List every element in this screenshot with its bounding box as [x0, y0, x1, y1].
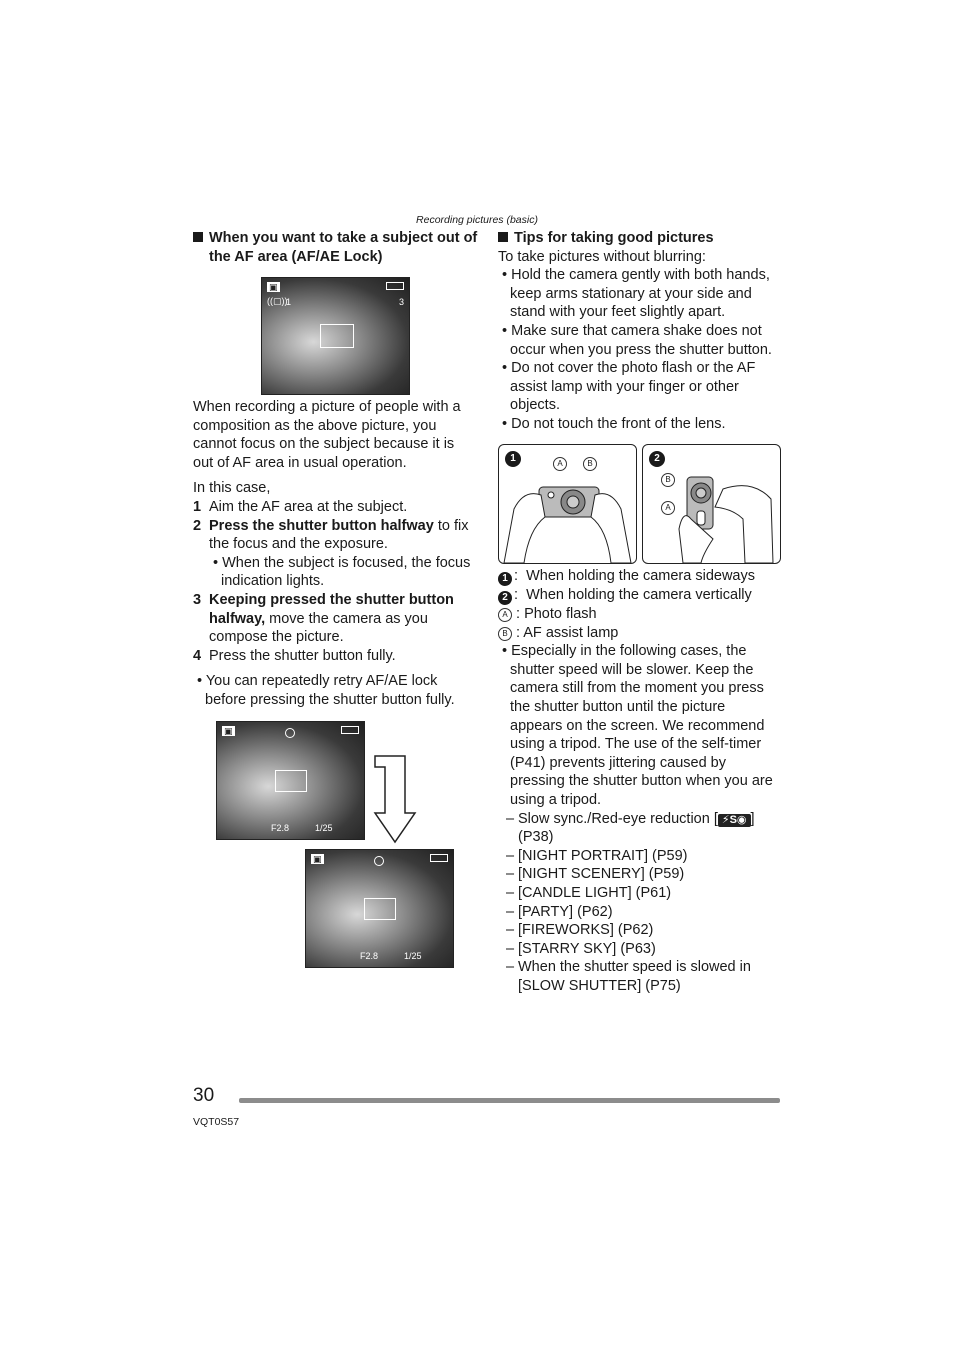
retry-note: • You can repeatedly retry AF/AE lock before pressing the shutter button fully. — [197, 673, 455, 708]
aperture-value: F2.8 — [271, 823, 290, 833]
focus-indicator-icon — [285, 728, 295, 738]
stabilizer-icon: ((▢)) — [267, 296, 288, 306]
legend-b: B : AF assist lamp — [498, 624, 780, 643]
flash-slow-redeye-icon: ⚡S◉ — [718, 814, 751, 827]
intro-paragraph: When recording a picture of people with a composition as the above picture, you cannot focus on the subject because it is out of AF area in usual operation. — [193, 399, 461, 471]
case-slow-shutter: – When the shutter speed is slowed in [SLOW SHUTTER] (P75) — [506, 959, 751, 994]
frames-remaining: 3 — [398, 297, 404, 307]
legend-2: 2 : When holding the camera vertically — [498, 586, 780, 605]
camera-mode-icon: ▣ — [224, 726, 233, 736]
left-body — [193, 398, 478, 710]
camera-mode-icon: ▣ — [269, 282, 278, 292]
af-lock-heading: When you want to take a subject out of the AF area (AF/AE Lock) — [193, 229, 478, 266]
in-this-case: In this case, — [193, 480, 271, 497]
step-2: 2 Press the shutter button halfway to fix the focus and the exposure. — [193, 517, 469, 553]
step-1: 1 Aim the AF area at the subject. — [193, 498, 408, 515]
figure-vertical — [642, 444, 781, 564]
square-bullet-icon — [193, 232, 203, 242]
square-bullet-icon — [498, 232, 508, 242]
case-candle-light: – [CANDLE LIGHT] (P61) — [506, 884, 672, 901]
label-a: A — [553, 457, 567, 471]
step-2-note: • When the subject is focused, the focus indication lights. — [213, 554, 471, 590]
label-b: B — [661, 473, 675, 487]
camera-screen-3 — [305, 849, 454, 968]
camera-mode-icon: ▣ — [313, 854, 322, 864]
tips-heading: Tips for taking good pictures — [498, 229, 780, 248]
case-party: – [PARTY] (P62) — [506, 903, 613, 920]
down-arrow-icon — [372, 755, 418, 845]
shutter-value: 1/25 — [315, 823, 333, 833]
legend-a: A : Photo flash — [498, 605, 780, 624]
figure-number: 2 — [649, 451, 665, 467]
case-slow-sync: – Slow sync./Red-eye reduction [ ⚡S◉ ] (P38) — [506, 810, 755, 846]
af-area-frame — [320, 324, 354, 348]
right-column — [498, 229, 780, 434]
hands-camera-vertical-illustration — [673, 459, 780, 563]
figure-sideways — [498, 444, 637, 564]
camera-screen-2 — [216, 721, 365, 840]
slow-cases-list — [498, 810, 780, 996]
figure-number: 1 — [505, 451, 521, 467]
tip-4: • Do not touch the front of the lens. — [502, 415, 726, 432]
step-3: 3 Keeping pressed the shutter button halfway, move the camera as you compose the picture. — [193, 591, 454, 646]
af-area-frame — [275, 770, 307, 792]
tip-3: • Do not cover the photo flash or the AF assist lamp with your finger or other objects. — [502, 360, 756, 414]
battery-icon — [341, 726, 359, 734]
case-fireworks: – [FIREWORKS] (P62) — [506, 922, 654, 939]
tip-2: • Make sure that camera shake does not occur when you press the shutter button. — [502, 322, 772, 358]
focus-indicator-icon — [374, 856, 384, 866]
tips-intro: To take pictures without blurring: — [498, 248, 706, 265]
label-b: B — [583, 457, 597, 471]
right-lower — [498, 567, 780, 995]
footer-rule — [239, 1098, 780, 1103]
step-4: 4 Press the shutter button fully. — [193, 647, 396, 664]
especially-note: • Especially in the following cases, the shutter speed will be slower. Keep the camera still from the moment you press the shutter button until the picture appears on the screen. We recommend using a tripod. The use of the self-timer (P41) prevents jittering caused by pressing the shutter button when you are using a tripod. — [502, 643, 773, 808]
page-number: 30 — [193, 1085, 215, 1106]
section-header: Recording pictures (basic) — [416, 214, 538, 226]
battery-icon — [430, 854, 448, 862]
case-night-scenery: – [NIGHT SCENERY] (P59) — [506, 866, 685, 883]
case-night-portrait: – [NIGHT PORTRAIT] (P59) — [506, 847, 688, 864]
aperture-value: F2.8 — [360, 951, 379, 961]
camera-screen-1 — [261, 277, 410, 395]
document-code: VQT0S57 — [193, 1116, 240, 1128]
shutter-value: 1/25 — [404, 951, 422, 961]
mode-number: 1 — [286, 297, 292, 307]
battery-icon — [386, 282, 404, 290]
left-column — [193, 229, 478, 266]
tip-1: • Hold the camera gently with both hands, keep arms stationary at your side and stand with your feet slightly apart. — [502, 267, 770, 321]
af-area-frame — [364, 898, 396, 920]
label-a: A — [661, 501, 675, 515]
hands-camera-sideways-illustration — [499, 469, 636, 563]
case-starry-sky: – [STARRY SKY] (P63) — [506, 940, 656, 957]
legend-1: 1 : When holding the camera sideways — [498, 567, 780, 586]
